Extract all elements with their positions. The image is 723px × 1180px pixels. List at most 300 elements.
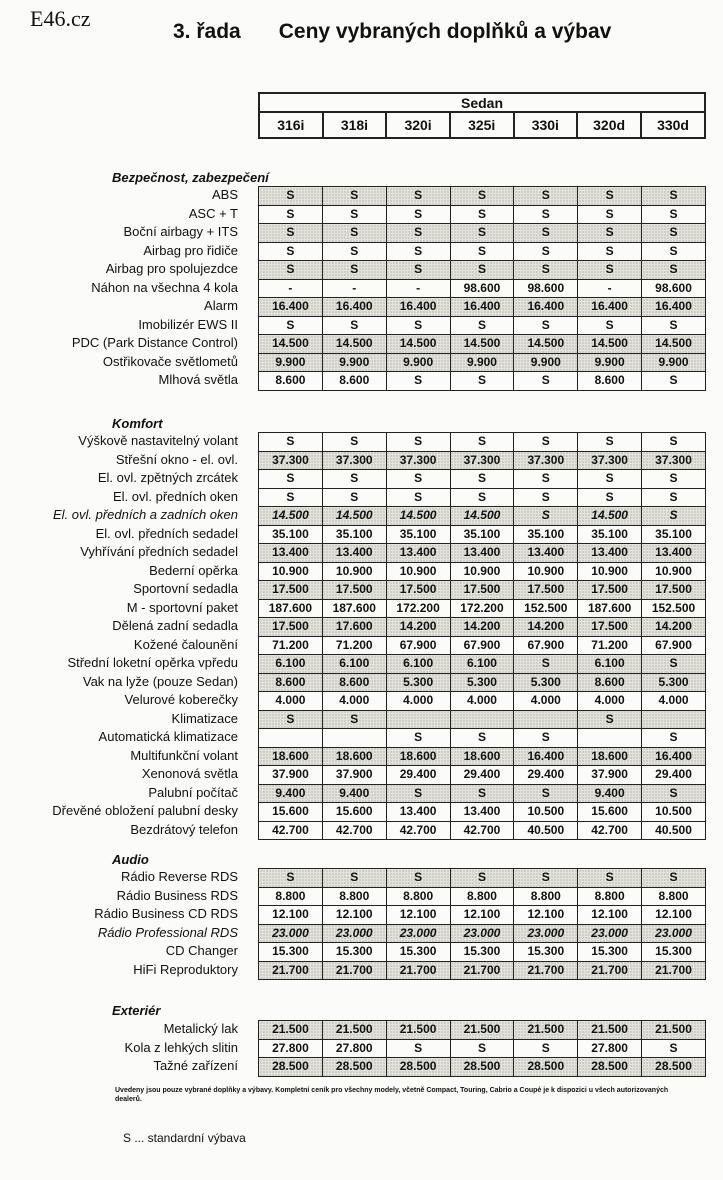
- row-label: Metalický lak: [163, 1021, 238, 1036]
- price-cell: S: [259, 869, 323, 888]
- price-cell: 28.500: [259, 1058, 323, 1077]
- table-row: [259, 224, 706, 243]
- price-cell: S: [386, 784, 450, 803]
- table-row: [259, 655, 706, 674]
- price-cell: S: [514, 187, 578, 206]
- price-cell: S: [642, 488, 706, 507]
- price-cell: 35.100: [578, 525, 642, 544]
- table-row: [259, 961, 706, 980]
- price-cell: 17.500: [259, 618, 323, 637]
- price-cell: S: [450, 433, 514, 452]
- model-header-cell: 330i: [514, 112, 578, 138]
- row-label: Dřevěné obložení palubní desky: [52, 803, 238, 818]
- price-cell: S: [386, 869, 450, 888]
- table-row: [259, 507, 706, 526]
- price-cell: S: [450, 729, 514, 748]
- price-cell: S: [642, 242, 706, 261]
- price-cell: 12.100: [259, 906, 323, 925]
- table-row: [259, 261, 706, 280]
- price-cell: 29.400: [514, 766, 578, 785]
- price-cell: 12.100: [514, 906, 578, 925]
- price-cell: 67.900: [514, 636, 578, 655]
- price-cell: 14.500: [259, 507, 323, 526]
- price-cell: -: [322, 279, 386, 298]
- price-cell: 10.900: [259, 562, 323, 581]
- price-cell: 14.500: [322, 507, 386, 526]
- row-labels: [72, 186, 238, 390]
- price-cell: 9.400: [259, 784, 323, 803]
- row-label: El. ovl. předních a zadních oken: [52, 507, 238, 522]
- price-cell: S: [322, 488, 386, 507]
- model-header-cell: 325i: [450, 112, 514, 138]
- table-row: [259, 692, 706, 711]
- price-cell: 27.800: [578, 1039, 642, 1058]
- row-label: Klimatizace: [171, 710, 238, 726]
- body-type-header: Sedan: [259, 93, 705, 112]
- price-cell: 21.500: [322, 1021, 386, 1040]
- price-cell: S: [642, 316, 706, 335]
- table-row: [259, 821, 706, 840]
- price-cell: S: [642, 261, 706, 280]
- price-cell: S: [450, 205, 514, 224]
- price-cell: S: [322, 187, 386, 206]
- price-cell: 15.600: [322, 803, 386, 822]
- row-label: Střední loketní opěrka vpředu: [67, 655, 238, 670]
- price-cell: S: [322, 470, 386, 489]
- price-cell: S: [514, 1039, 578, 1058]
- price-cell: 35.100: [450, 525, 514, 544]
- price-cell: S: [322, 242, 386, 261]
- price-cell: 13.400: [386, 803, 450, 822]
- price-cell: 14.500: [642, 335, 706, 354]
- price-cell: 4.000: [578, 692, 642, 711]
- price-cell: S: [642, 372, 706, 391]
- legend: S ... standardní výbava: [123, 1131, 246, 1145]
- price-cell: S: [642, 470, 706, 489]
- price-cell: 16.400: [578, 298, 642, 317]
- price-cell: S: [322, 316, 386, 335]
- price-cell: S: [386, 205, 450, 224]
- price-cell: S: [450, 316, 514, 335]
- price-cell: S: [322, 433, 386, 452]
- price-cell: S: [514, 488, 578, 507]
- price-cell: 152.500: [514, 599, 578, 618]
- table-row: [259, 544, 706, 563]
- model-header-table: [258, 92, 706, 139]
- price-cell: 14.200: [642, 618, 706, 637]
- price-cell: 21.500: [642, 1021, 706, 1040]
- price-cell: 16.400: [322, 298, 386, 317]
- price-cell: 10.900: [450, 562, 514, 581]
- table-row: [259, 766, 706, 785]
- price-cell: 27.800: [259, 1039, 323, 1058]
- row-label: Mlhová světla: [158, 372, 238, 387]
- price-cell: 21.500: [514, 1021, 578, 1040]
- price-cell: S: [386, 224, 450, 243]
- price-cell: 15.300: [259, 943, 323, 962]
- price-cell: 67.900: [386, 636, 450, 655]
- price-cell: [578, 729, 642, 748]
- price-cell: 17.500: [322, 581, 386, 600]
- price-cell: -: [259, 279, 323, 298]
- price-cell: 21.500: [450, 1021, 514, 1040]
- row-label: Ostřikovače světlometů: [102, 353, 238, 369]
- price-cell: 21.500: [386, 1021, 450, 1040]
- price-cell: S: [642, 1039, 706, 1058]
- price-cell: 37.300: [386, 451, 450, 470]
- price-cell: 13.400: [642, 544, 706, 563]
- table-row: [259, 1039, 706, 1058]
- price-cell: 10.900: [514, 562, 578, 581]
- price-cell: 8.600: [259, 372, 323, 391]
- price-cell: 37.300: [322, 451, 386, 470]
- price-cell: 12.100: [578, 906, 642, 925]
- table-row: [259, 636, 706, 655]
- price-cell: S: [514, 433, 578, 452]
- price-cell: [450, 710, 514, 729]
- price-cell: S: [514, 316, 578, 335]
- price-cell: 8.800: [514, 887, 578, 906]
- row-label: Airbag pro řidiče: [143, 242, 238, 258]
- price-cell: S: [259, 242, 323, 261]
- price-cell: 13.400: [578, 544, 642, 563]
- price-cell: [642, 710, 706, 729]
- table-row: [259, 869, 706, 888]
- price-cell: S: [514, 372, 578, 391]
- price-cell: 9.900: [322, 353, 386, 372]
- row-label: Střešní okno - el. ovl.: [115, 451, 238, 467]
- price-cell: 9.400: [322, 784, 386, 803]
- row-label: Výškově nastavitelný volant: [78, 433, 238, 448]
- price-cell: 14.500: [578, 507, 642, 526]
- price-cell: 152.500: [642, 599, 706, 618]
- row-label: Rádio Business RDS: [116, 887, 238, 903]
- price-cell: 21.700: [642, 961, 706, 980]
- row-label: Boční airbagy + ITS: [123, 224, 238, 239]
- price-cell: S: [259, 187, 323, 206]
- table-row: [259, 353, 706, 372]
- price-cell: S: [578, 242, 642, 261]
- row-label: CD Changer: [165, 943, 238, 958]
- price-cell: 10.500: [642, 803, 706, 822]
- price-cell: S: [322, 710, 386, 729]
- price-cell: S: [578, 205, 642, 224]
- price-cell: 17.500: [642, 581, 706, 600]
- price-cell: S: [450, 784, 514, 803]
- price-cell: 37.300: [259, 451, 323, 470]
- price-cell: 16.400: [386, 298, 450, 317]
- price-cell: S: [642, 205, 706, 224]
- page-title: [173, 20, 611, 44]
- price-cell: 35.100: [259, 525, 323, 544]
- price-cell: 71.200: [578, 636, 642, 655]
- price-cell: 23.000: [259, 924, 323, 943]
- price-cell: 8.800: [578, 887, 642, 906]
- price-cell: 5.300: [386, 673, 450, 692]
- price-cell: 16.400: [259, 298, 323, 317]
- price-cell: S: [450, 869, 514, 888]
- price-cell: S: [259, 470, 323, 489]
- price-cell: 8.600: [578, 673, 642, 692]
- price-cell: S: [514, 507, 578, 526]
- price-cell: 4.000: [386, 692, 450, 711]
- price-cell: 37.300: [642, 451, 706, 470]
- row-label: Automatická klimatizace: [98, 729, 238, 744]
- row-label: ABS: [211, 187, 238, 202]
- price-cell: 10.900: [322, 562, 386, 581]
- price-cell: 42.700: [322, 821, 386, 840]
- price-cell: 29.400: [450, 766, 514, 785]
- price-cell: 8.800: [259, 887, 323, 906]
- model-header-cell: 318i: [323, 112, 387, 138]
- price-cell: S: [642, 224, 706, 243]
- row-label: Vak na lyže (pouze Sedan): [82, 673, 238, 689]
- price-cell: 42.700: [259, 821, 323, 840]
- price-cell: 10.900: [642, 562, 706, 581]
- price-cell: 12.100: [322, 906, 386, 925]
- row-label: Kožené čalounění: [133, 636, 238, 652]
- price-cell: 4.000: [642, 692, 706, 711]
- table-row: [259, 187, 706, 206]
- price-cell: 21.700: [578, 961, 642, 980]
- price-cell: 28.500: [514, 1058, 578, 1077]
- table-row: [259, 298, 706, 317]
- table-row: [259, 599, 706, 618]
- table-row: [259, 1021, 706, 1040]
- price-cell: 35.100: [386, 525, 450, 544]
- row-labels: [125, 1020, 238, 1076]
- price-cell: S: [642, 729, 706, 748]
- price-cell: S: [386, 372, 450, 391]
- price-cell: [259, 729, 323, 748]
- price-cell: 17.500: [450, 581, 514, 600]
- table-row: [259, 581, 706, 600]
- price-cell: 35.100: [514, 525, 578, 544]
- row-label: Náhon na všechna 4 kola: [91, 279, 238, 295]
- price-cell: S: [322, 205, 386, 224]
- price-cell: 27.800: [322, 1039, 386, 1058]
- price-cell: S: [450, 488, 514, 507]
- price-cell: 23.000: [386, 924, 450, 943]
- price-cell: 18.600: [259, 747, 323, 766]
- model-header-cell: 330d: [641, 112, 705, 138]
- row-labels: [52, 432, 238, 839]
- price-cell: S: [578, 869, 642, 888]
- price-cell: S: [386, 316, 450, 335]
- section-title: Komfort: [112, 416, 163, 431]
- price-table: [258, 186, 706, 391]
- row-label: Rádio Reverse RDS: [120, 869, 238, 884]
- price-cell: 18.600: [450, 747, 514, 766]
- price-cell: 37.900: [578, 766, 642, 785]
- price-cell: S: [386, 470, 450, 489]
- price-cell: 5.300: [450, 673, 514, 692]
- price-cell: S: [514, 784, 578, 803]
- price-cell: 16.400: [450, 298, 514, 317]
- price-cell: S: [386, 729, 450, 748]
- price-cell: 17.500: [386, 581, 450, 600]
- row-label: Bederní opěrka: [149, 562, 238, 578]
- price-cell: 67.900: [450, 636, 514, 655]
- price-cell: 10.900: [386, 562, 450, 581]
- price-cell: 42.700: [450, 821, 514, 840]
- row-label: Dělená zadní sedadla: [112, 618, 238, 633]
- table-row: [259, 784, 706, 803]
- heading-title: Ceny vybraných doplňků a výbav: [278, 20, 612, 43]
- price-cell: 8.600: [322, 673, 386, 692]
- price-cell: S: [514, 655, 578, 674]
- price-cell: 6.100: [386, 655, 450, 674]
- price-cell: 15.300: [514, 943, 578, 962]
- price-cell: 98.600: [450, 279, 514, 298]
- price-cell: S: [578, 488, 642, 507]
- price-cell: S: [514, 242, 578, 261]
- row-label: Velurové koberečky: [124, 692, 238, 707]
- price-cell: 17.500: [514, 581, 578, 600]
- price-cell: S: [514, 261, 578, 280]
- table-row: [259, 924, 706, 943]
- price-cell: 14.200: [450, 618, 514, 637]
- price-cell: S: [642, 433, 706, 452]
- table-row: [259, 335, 706, 354]
- price-cell: 8.600: [259, 673, 323, 692]
- price-cell: 23.000: [514, 924, 578, 943]
- price-cell: S: [578, 433, 642, 452]
- row-label: PDC (Park Distance Control): [71, 335, 238, 350]
- price-cell: 28.500: [386, 1058, 450, 1077]
- price-cell: 14.500: [578, 335, 642, 354]
- price-table: [258, 868, 706, 980]
- price-cell: 4.000: [514, 692, 578, 711]
- price-cell: 17.500: [578, 618, 642, 637]
- table-row: [259, 372, 706, 391]
- price-cell: [386, 710, 450, 729]
- price-cell: 4.000: [259, 692, 323, 711]
- table-row: [259, 906, 706, 925]
- price-cell: S: [259, 261, 323, 280]
- table-row: [259, 242, 706, 261]
- footnote: Uvedeny jsou pouze vybrané doplňky a výbavy. Kompletní ceník pro všechny modely, včetně Compact, Touring, Cabrio a Coupé je k dispozici u všech autorizovaných dealerů.: [115, 1087, 669, 1103]
- price-cell: 14.500: [259, 335, 323, 354]
- price-cell: S: [259, 205, 323, 224]
- price-cell: 28.500: [322, 1058, 386, 1077]
- price-cell: S: [259, 224, 323, 243]
- table-row: [259, 488, 706, 507]
- table-row: [259, 887, 706, 906]
- price-cell: 13.400: [450, 544, 514, 563]
- row-label: M - sportovní paket: [126, 599, 238, 615]
- price-cell: 42.700: [386, 821, 450, 840]
- row-label: Multifunkční volant: [130, 747, 238, 763]
- price-cell: S: [322, 224, 386, 243]
- price-cell: 9.900: [386, 353, 450, 372]
- price-cell: 12.100: [450, 906, 514, 925]
- row-label: Rádio Business CD RDS: [94, 906, 238, 921]
- price-cell: S: [514, 224, 578, 243]
- section-title: Exteriér: [112, 1003, 161, 1018]
- price-cell: 16.400: [514, 747, 578, 766]
- price-cell: 15.600: [578, 803, 642, 822]
- table-row: [259, 747, 706, 766]
- price-cell: 23.000: [322, 924, 386, 943]
- price-cell: 14.500: [450, 507, 514, 526]
- table-row: [259, 1058, 706, 1077]
- row-label: Imobilizér EWS II: [138, 316, 238, 332]
- price-cell: S: [386, 433, 450, 452]
- table-row: [259, 316, 706, 335]
- table-row: [259, 729, 706, 748]
- model-header-cell: 316i: [259, 112, 323, 138]
- price-cell: 28.500: [450, 1058, 514, 1077]
- price-cell: S: [578, 261, 642, 280]
- price-cell: S: [386, 187, 450, 206]
- price-cell: 21.500: [259, 1021, 323, 1040]
- brand-logo-text: E46.cz: [30, 6, 91, 31]
- price-cell: 35.100: [642, 525, 706, 544]
- price-table: [258, 1020, 706, 1077]
- table-row: [259, 525, 706, 544]
- price-cell: 37.900: [259, 766, 323, 785]
- price-cell: 16.400: [514, 298, 578, 317]
- row-label: Palubní počítač: [148, 784, 238, 800]
- price-cell: S: [386, 1039, 450, 1058]
- price-cell: 17.500: [259, 581, 323, 600]
- table-row: [259, 279, 706, 298]
- section-title: Bezpečnost, zabezpečení: [112, 170, 269, 185]
- price-cell: 40.500: [514, 821, 578, 840]
- price-cell: S: [578, 710, 642, 729]
- price-cell: 18.600: [578, 747, 642, 766]
- price-cell: 14.200: [386, 618, 450, 637]
- price-cell: 15.300: [322, 943, 386, 962]
- model-header-cell: 320i: [386, 112, 450, 138]
- table-row: [259, 470, 706, 489]
- price-cell: 14.500: [386, 507, 450, 526]
- price-cell: [514, 710, 578, 729]
- price-cell: 15.300: [386, 943, 450, 962]
- price-cell: 5.300: [514, 673, 578, 692]
- price-cell: S: [450, 1039, 514, 1058]
- row-label: Tažné zařízení: [153, 1058, 238, 1073]
- price-cell: 29.400: [386, 766, 450, 785]
- price-cell: S: [642, 507, 706, 526]
- price-cell: 98.600: [514, 279, 578, 298]
- price-cell: 5.300: [642, 673, 706, 692]
- price-cell: S: [578, 224, 642, 243]
- price-cell: S: [514, 869, 578, 888]
- table-row: [259, 451, 706, 470]
- price-cell: 14.500: [386, 335, 450, 354]
- price-cell: S: [450, 470, 514, 489]
- table-row: [259, 943, 706, 962]
- model-header-cell: 320d: [577, 112, 641, 138]
- price-cell: 10.900: [578, 562, 642, 581]
- table-row: [259, 673, 706, 692]
- price-cell: S: [578, 187, 642, 206]
- price-cell: 40.500: [642, 821, 706, 840]
- row-labels: [94, 868, 238, 979]
- price-cell: S: [514, 729, 578, 748]
- price-cell: 13.400: [259, 544, 323, 563]
- price-cell: 15.600: [259, 803, 323, 822]
- price-cell: 17.600: [322, 618, 386, 637]
- price-cell: 15.300: [578, 943, 642, 962]
- price-cell: 18.600: [322, 747, 386, 766]
- price-cell: S: [642, 187, 706, 206]
- price-cell: 28.500: [578, 1058, 642, 1077]
- price-cell: 21.700: [322, 961, 386, 980]
- price-cell: 23.000: [642, 924, 706, 943]
